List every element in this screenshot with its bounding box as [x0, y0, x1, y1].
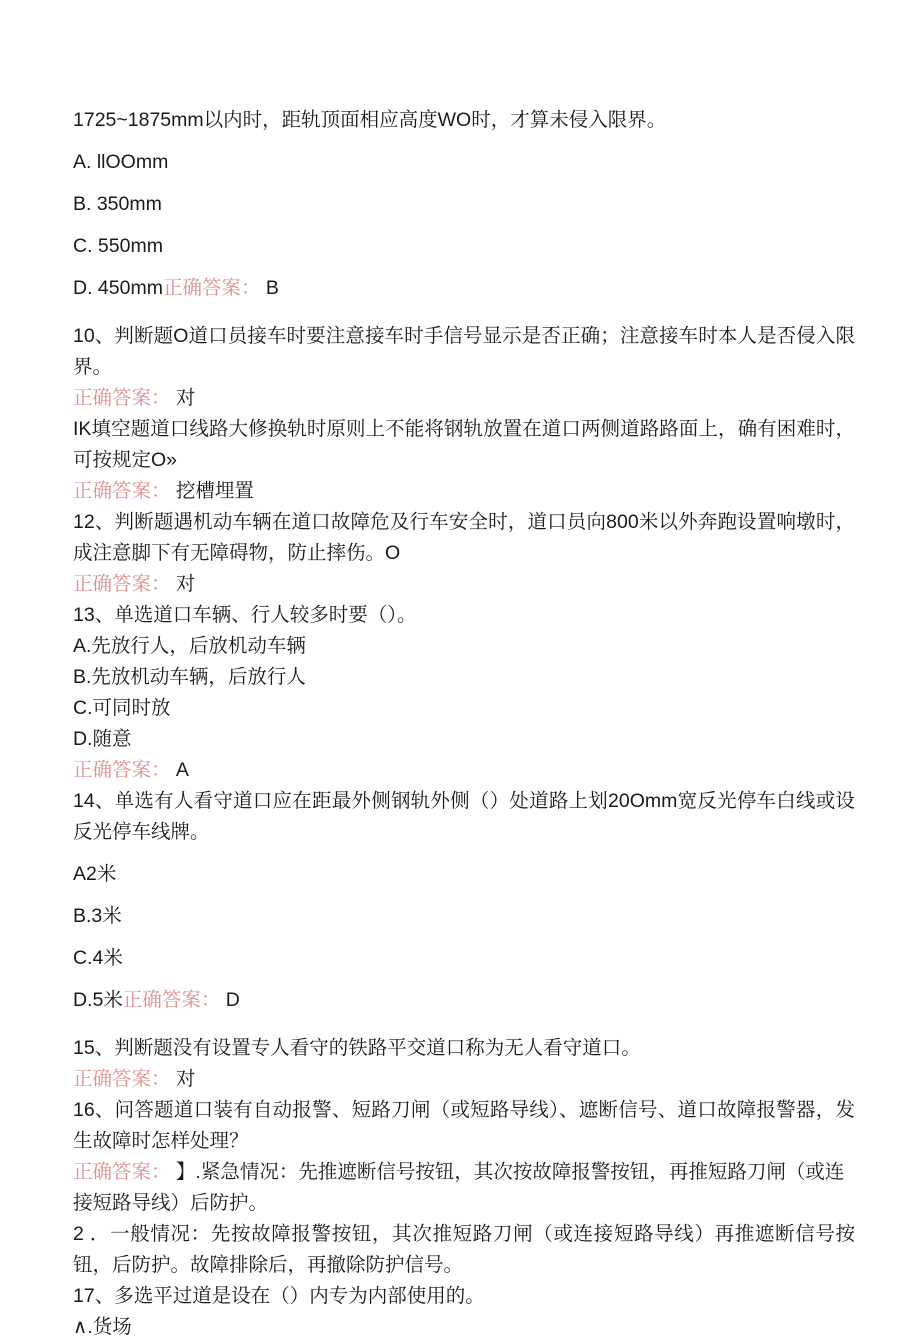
correct-answer-label: 正确答案：: [73, 480, 171, 502]
correct-answer-value: 】.紧急情况：先推遮断信号按钮，其次按故障报警按钮，再推短路刀闸（或连接短路导线）后防护。: [73, 1161, 845, 1214]
question-stem: 1725~1875mm以内时，距轨顶面相应高度WO时，才算未侵入限界。: [73, 109, 667, 131]
correct-answer-label: 正确答案：: [73, 387, 171, 409]
correct-answer-label: 正确答案：: [73, 573, 171, 595]
question-stem: IK填空题道口线路大修换轨时原则上不能将钢轨放置在道口两侧道路路面上，确有困难时，可按规定O»: [73, 418, 855, 471]
answer-continuation: 2 ．一般情况：先按故障报警按钮，其次推短路刀闸（或连接短路导线）再推遮断信号按钮，后防护。故障排除后，再撤除防护信号。: [73, 1223, 855, 1276]
answer-option-label: D.5米: [73, 989, 123, 1011]
question-stem: 16、问答题道口装有自动报警、短路刀闸（或短路导线）、遮断信号、道口故障报警器，发生故障时怎样处理？: [73, 1099, 855, 1152]
correct-answer-label: 正确答案：: [122, 989, 221, 1011]
correct-answer-label: 正确答案：: [73, 759, 171, 781]
answer-option[interactable]: D.随意: [73, 728, 132, 750]
correct-answer-row: [73, 476, 855, 507]
correct-answer-value: A: [170, 759, 189, 781]
question-stem: 10、判断题O道口员接车时要注意接车时手信号显示是否正确；注意接车时本人是否侵入限界。: [73, 325, 855, 378]
correct-answer-label: 正确答案：: [73, 1161, 171, 1183]
question-stem: 15、判断题没有设置专人看守的铁路平交道口称为无人看守道口。: [73, 1037, 641, 1059]
answer-option[interactable]: A.先放行人，后放机动车辆: [73, 635, 306, 657]
correct-answer-row: [73, 755, 855, 786]
answer-option[interactable]: B.先放机动车辆，后放行人: [73, 666, 306, 688]
answer-option-with-answer[interactable]: [73, 273, 855, 304]
correct-answer-value: 挖槽埋置: [170, 480, 254, 502]
answer-option[interactable]: ∧.货场: [73, 1316, 132, 1338]
correct-answer-row: [73, 569, 855, 600]
document-content: [73, 105, 855, 1343]
question-stem: 13、单选道口车辆、行人较多时要（）。: [73, 604, 417, 626]
correct-answer-row: [73, 1064, 855, 1095]
correct-answer-label: 正确答案：: [73, 1068, 171, 1090]
answer-option[interactable]: C. 550mm: [73, 235, 163, 257]
answer-option[interactable]: B.3米: [73, 905, 122, 927]
correct-answer-value: 对: [170, 1068, 196, 1090]
correct-answer-value: 对: [170, 573, 196, 595]
question-stem: 14、单选有人看守道口应在距最外侧钢轨外侧（）处道路上划20Omm宽反光停车白线或设反光停车线牌。: [73, 790, 855, 843]
answer-option-label: D. 450mm: [73, 277, 163, 299]
answer-option[interactable]: A. llOOmm: [73, 151, 169, 173]
answer-option-with-answer[interactable]: [73, 985, 855, 1016]
correct-answer-label: 正确答案：: [162, 277, 261, 299]
answer-option[interactable]: B. 350mm: [73, 193, 162, 215]
correct-answer-value: 对: [170, 387, 196, 409]
answer-option[interactable]: A2米: [73, 863, 117, 885]
correct-answer-row: [73, 1157, 855, 1219]
correct-answer-row: [73, 383, 855, 414]
answer-option[interactable]: C.4米: [73, 947, 123, 969]
question-stem: 12、判断题遇机动车辆在道口故障危及行车安全时，道口员向800米以外奔跑设置响墩时，成注意脚下有无障碍物，防止摔伤。O: [73, 511, 855, 564]
answer-option[interactable]: C.可同时放: [73, 697, 171, 719]
correct-answer-value: D: [220, 989, 240, 1011]
question-stem: 17、多选平过道是设在（）内专为内部使用的。: [73, 1285, 485, 1307]
correct-answer-value: B: [260, 277, 279, 299]
